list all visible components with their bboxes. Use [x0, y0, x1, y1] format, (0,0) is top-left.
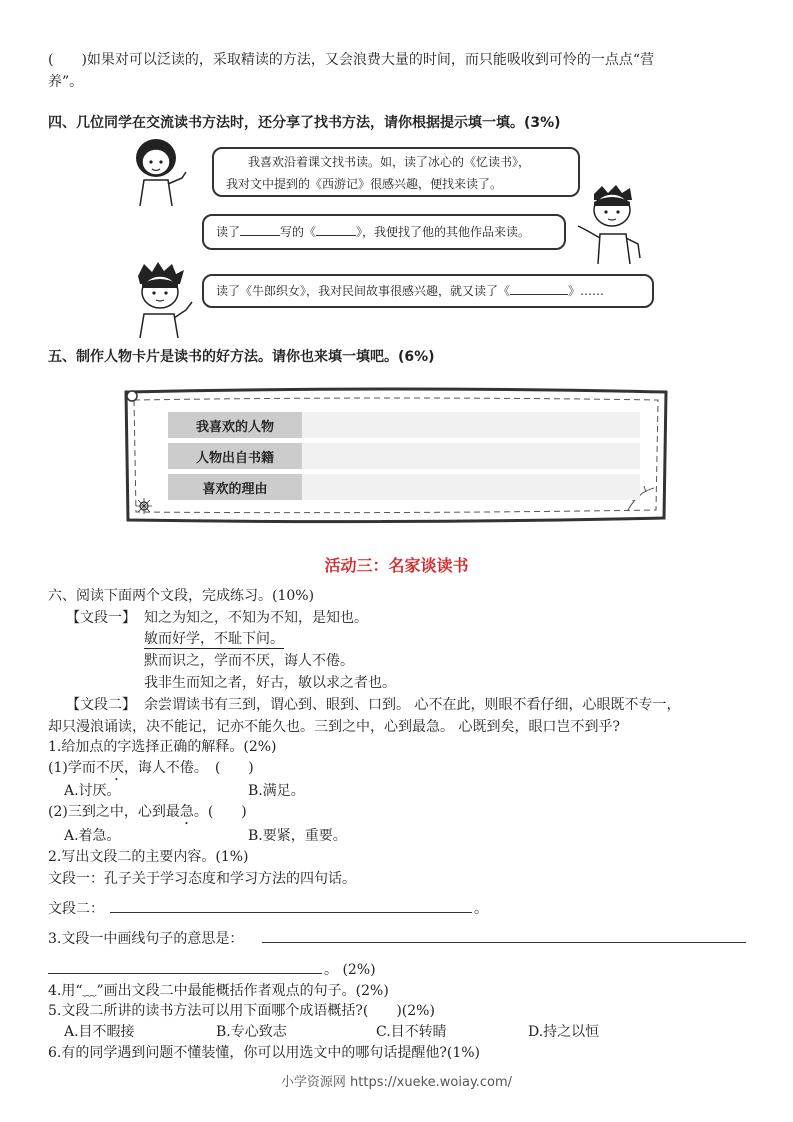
section-5-title: 五、制作人物卡片是读书的好方法。请你也来填一填吧。(6%) — [48, 349, 435, 365]
footer-watermark: 小学资源网 https://xueke.woiay.com/ — [280, 1075, 513, 1090]
q1-2-option-b: B.要紧，重要。 — [248, 828, 347, 844]
q5-option-c: C.目不转睛 — [376, 1024, 447, 1040]
passage-1-line-3: 默而识之，学而不厌，诲人不倦。 — [144, 653, 354, 669]
item-line-2: 养”。 — [48, 74, 84, 90]
question-5: 5.文段二所讲的读书方法可以用下面哪个成语概括?( )(2%) — [48, 1003, 435, 1019]
q5-option-a: A.目不暇接 — [64, 1024, 135, 1040]
q5-option-d: D.持之以恒 — [528, 1024, 600, 1040]
q1-1-dotted-char: 厌 — [109, 760, 124, 776]
q2-label: 文段二： — [48, 901, 104, 917]
card-field-character[interactable] — [302, 412, 640, 438]
passage-1-line-1: 知之为知之，不知为不知，是知也。 — [144, 610, 368, 626]
q1-1-option-a: A.讨厌。 — [64, 783, 121, 799]
q2-answer-line[interactable] — [110, 912, 472, 913]
bubble-2-text-b: 写的《 — [280, 225, 317, 239]
card-field-reason[interactable] — [302, 474, 640, 500]
q3-answer-line-2[interactable] — [48, 973, 322, 974]
bubble-2-text-c: 》，我便找了他的其他作品来读。 — [356, 225, 531, 239]
q3-answer-line-1[interactable] — [262, 942, 746, 943]
speech-bubble-2 — [202, 214, 566, 250]
question-6: 6.有的同学遇到问题不懂装懂，你可以用选文中的哪句话提醒他?(1%) — [48, 1045, 480, 1061]
q1-1-pre: (1)学而不 — [48, 760, 110, 776]
card-label-reason: 喜欢的理由 — [168, 474, 302, 500]
q1-1-option-b: B.满足。 — [248, 783, 305, 799]
card-label-character: 我喜欢的人物 — [168, 412, 302, 438]
question-3: 3.文段一中画线句子的意思是： — [48, 931, 244, 947]
bubble-1-line-1: 我喜欢沿着课文找书读。如，读了冰心的《忆读书》， — [248, 155, 531, 169]
q3-end: 。 (2%) — [324, 962, 376, 978]
q1-2-dotted-char: 急 — [179, 804, 194, 820]
card-field-book[interactable] — [302, 443, 640, 469]
question-4: 4.用“﹏”画出文段二中最能概括作者观点的句子。(2%) — [48, 983, 389, 999]
q5-option-b: B.专心致志 — [216, 1024, 287, 1040]
passage-1-line-4: 我非生而知之者，好古，敏以求之者也。 — [144, 675, 396, 691]
q1-1-post: ，诲人不倦。 ( ) — [123, 760, 254, 776]
question-2: 2.写出文段二的主要内容。(1%) — [48, 849, 249, 865]
passage-2-label: 【文段二】 — [66, 697, 136, 713]
passage-2-line-2: 却只漫浪诵读，决不能记，记亦不能久也。三到之中，心到最急。 心既到矣，眼口岂不到乎? — [48, 719, 620, 735]
activity-title: 活动三：名家谈读书 — [324, 556, 469, 575]
q2-end: 。 — [474, 901, 488, 917]
q1-2-option-a: A.着急。 — [64, 828, 121, 844]
section-4-title: 四、几位同学在交流读书方法时，还分享了找书方法，请你根据提示填一填。(3%) — [48, 115, 561, 131]
q2-example: 文段一：孔子关于学习态度和学习方法的四句话。 — [48, 871, 356, 887]
boy-illustration-left — [128, 262, 200, 338]
bubble-2-text-a: 读了 — [216, 225, 241, 239]
bubble-3-text-b: 》…… — [568, 284, 605, 298]
question-1-2 — [48, 802, 247, 828]
q1-2-pre: (2)三到之中，心到最 — [48, 804, 180, 820]
item-line-1: ( )如果对可以泛读的，采取精读的方法，又会浪费大量的时间，而只能吸收到可怜的一点点“营 — [48, 52, 655, 68]
author-blank[interactable] — [240, 221, 280, 236]
girl-illustration — [126, 136, 190, 206]
book-blank-1[interactable] — [316, 221, 356, 236]
bubble-1-line-2: 我对文中提到的《西游记》很感兴趣，便找来读了。 — [226, 177, 503, 191]
bubble-3-text-a: 读了《牛郎织女》，我对民间故事很感兴趣，就又读了《 — [216, 284, 511, 298]
book-blank-2[interactable] — [510, 280, 568, 295]
speech-bubble-3 — [202, 274, 654, 308]
speech-bubble-1 — [212, 147, 580, 197]
passage-2-line-1: 余尝谓读书有三到，谓心到、眼到、口到。 心不在此，则眼不看仔细，心眼既不专一， — [144, 697, 681, 713]
section-6-title: 六、阅读下面两个文段，完成练习。(10%) — [48, 588, 315, 604]
card-label-book: 人物出自书籍 — [168, 443, 302, 469]
passage-1-line-2-underlined: 敏而好学，不耻下问。 — [144, 631, 284, 647]
question-1: 1.给加点的字选择正确的解释。(2%) — [48, 739, 277, 755]
passage-1-label: 【文段一】 — [66, 610, 136, 626]
q1-2-post: 。( ) — [193, 804, 247, 820]
boy-illustration-right — [574, 184, 650, 264]
